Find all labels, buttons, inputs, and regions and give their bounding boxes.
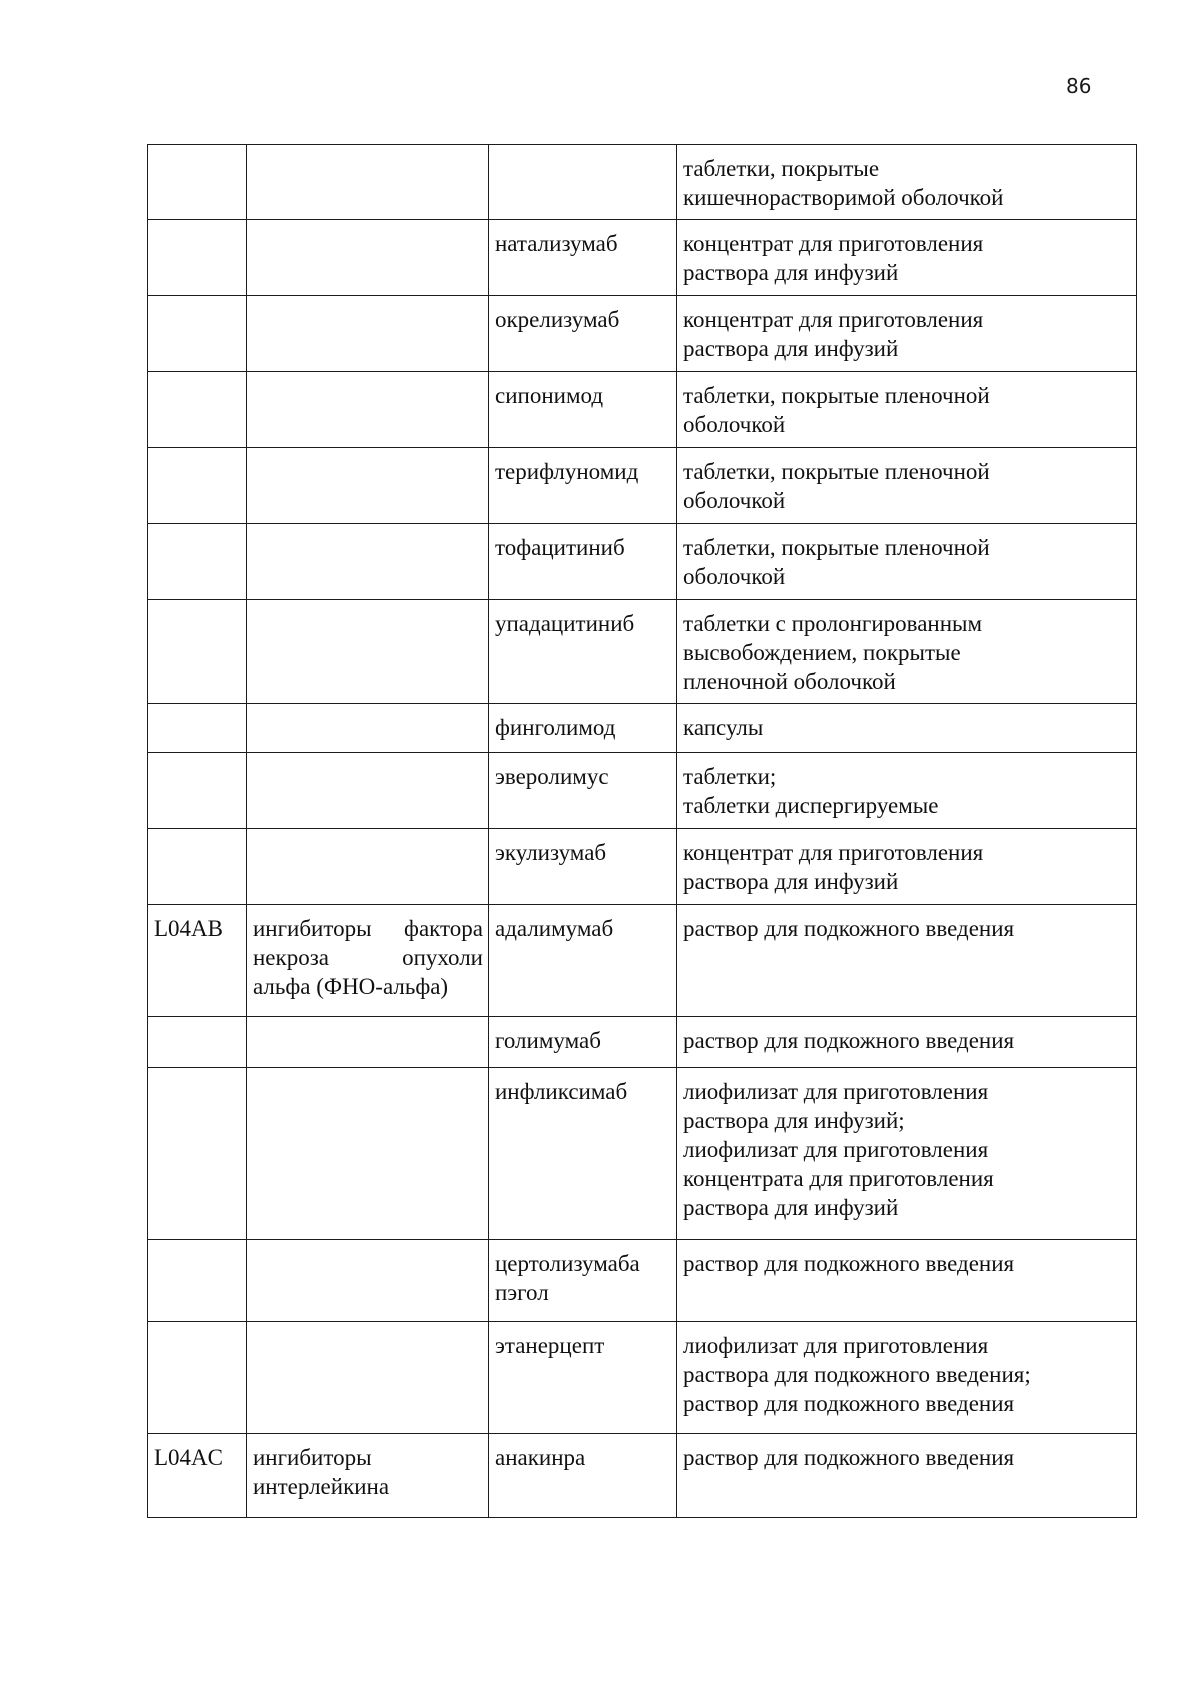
table-row: [148, 1434, 1137, 1518]
group-cell: [247, 600, 489, 704]
table-row: [148, 1068, 1137, 1240]
drug-cell: [489, 829, 677, 905]
drug-cell: [489, 145, 677, 220]
dosage-form-line: таблетки диспергируемые: [683, 793, 939, 818]
atc-code-cell: [148, 829, 247, 905]
dosage-form-line: оболочкой: [683, 412, 786, 437]
table-row: [148, 600, 1137, 704]
drug-name: этанерцепт: [495, 1333, 605, 1358]
table-row: [148, 753, 1137, 829]
dosage-form-cell: [677, 372, 1137, 448]
dosage-form-cell: [677, 905, 1137, 1017]
dosage-form-line: таблетки, покрытые пленочной: [683, 535, 990, 560]
drug-cell: [489, 372, 677, 448]
dosage-form-cell: [677, 600, 1137, 704]
dosage-form-line: лиофилизат для приготовления: [683, 1333, 989, 1358]
dosage-form-line: раствор для подкожного введения: [683, 1028, 1015, 1053]
drug-cell: [489, 1322, 677, 1434]
drug-name: цертолизумаба: [495, 1251, 640, 1276]
group-cell: [247, 1434, 489, 1518]
dosage-form-line: раствора для подкожного введения;: [683, 1362, 1031, 1387]
dosage-form-cell: [677, 829, 1137, 905]
dosage-form-cell: [677, 296, 1137, 372]
dosage-form-cell: [677, 448, 1137, 524]
drug-name: адалимумаб: [495, 916, 614, 941]
atc-code-cell: [148, 372, 247, 448]
drug-name: эверолимус: [495, 764, 609, 789]
dosage-form-line: раствора для инфузий: [683, 260, 899, 285]
group-cell: [247, 704, 489, 753]
dosage-form-line: раствор для подкожного введения: [683, 916, 1015, 941]
group-cell: [247, 296, 489, 372]
group-cell: [247, 145, 489, 220]
dosage-form-cell: [677, 704, 1137, 753]
dosage-form-line: концентрат для приготовления: [683, 840, 984, 865]
dosage-form-line: высвобождением, покрытые: [683, 640, 961, 665]
table-row: [148, 1017, 1137, 1068]
drug-name: финголимод: [495, 715, 616, 740]
atc-code-cell: [148, 753, 247, 829]
drug-cell: [489, 524, 677, 600]
dosage-form-line: таблетки, покрытые пленочной: [683, 383, 990, 408]
dosage-form-line: раствора для инфузий: [683, 336, 899, 361]
group-cell: [247, 524, 489, 600]
dosage-form-cell: [677, 1068, 1137, 1240]
group-cell: [247, 372, 489, 448]
dosage-form-line: раствор для подкожного введения: [683, 1391, 1015, 1416]
atc-code-cell: [148, 704, 247, 753]
dosage-form-line: раствор для подкожного введения: [683, 1445, 1015, 1470]
dosage-form-cell: [677, 145, 1137, 220]
group-name-line: некроза опухоли: [253, 945, 483, 970]
atc-code-cell: [148, 145, 247, 220]
atc-code-cell: [148, 296, 247, 372]
atc-code-cell: [148, 220, 247, 296]
drug-table: [147, 144, 1137, 1518]
group-cell: [247, 1322, 489, 1434]
dosage-form-cell: [677, 220, 1137, 296]
dosage-form-line: раствора для инфузий: [683, 869, 899, 894]
drug-cell: [489, 753, 677, 829]
table-row: [148, 296, 1137, 372]
table-row: [148, 220, 1137, 296]
drug-name: натализумаб: [495, 231, 618, 256]
group-cell: [247, 1240, 489, 1322]
atc-code: L04AB: [154, 916, 223, 941]
dosage-form-line: таблетки с пролонгированным: [683, 611, 983, 636]
table-row: [148, 145, 1137, 220]
drug-name: анакинра: [495, 1445, 586, 1470]
drug-cell: [489, 220, 677, 296]
atc-code-cell: [148, 1434, 247, 1518]
dosage-form-line: лиофилизат для приготовления: [683, 1137, 989, 1162]
drug-name: голимумаб: [495, 1028, 601, 1053]
dosage-form-cell: [677, 524, 1137, 600]
drug-cell: [489, 1017, 677, 1068]
group-cell: [247, 448, 489, 524]
drug-cell: [489, 704, 677, 753]
atc-code-cell: [148, 600, 247, 704]
page-number: 86: [1066, 74, 1092, 98]
table-body: [148, 145, 1137, 1518]
table-row: [148, 905, 1137, 1017]
atc-code: L04AC: [154, 1445, 223, 1470]
table-row: [148, 1240, 1137, 1322]
drug-name: экулизумаб: [495, 840, 607, 865]
atc-code-cell: [148, 1240, 247, 1322]
group-name-line: альфа (ФНО-альфа): [253, 974, 449, 999]
atc-code-cell: [148, 1068, 247, 1240]
group-cell: [247, 905, 489, 1017]
dosage-form-line: концентрат для приготовления: [683, 307, 984, 332]
group-name-line: ингибиторы: [253, 1445, 372, 1470]
dosage-form-line: раствор для подкожного введения: [683, 1251, 1015, 1276]
dosage-form-line: кишечнорастворимой оболочкой: [683, 185, 1004, 210]
dosage-form-cell: [677, 1240, 1137, 1322]
drug-name: упадацитиниб: [495, 611, 635, 636]
drug-name: окрелизумаб: [495, 307, 620, 332]
group-name-line: ингибиторы фактора: [253, 916, 483, 941]
dosage-form-line: таблетки;: [683, 764, 777, 789]
drug-name: пэгол: [495, 1280, 549, 1305]
table-row: [148, 524, 1137, 600]
drug-name: сипонимод: [495, 383, 604, 408]
group-cell: [247, 220, 489, 296]
group-cell: [247, 1017, 489, 1068]
dosage-form-line: раствора для инфузий: [683, 1195, 899, 1220]
dosage-form-line: капсулы: [683, 715, 764, 740]
group-cell: [247, 753, 489, 829]
dosage-form-line: пленочной оболочкой: [683, 669, 896, 694]
group-cell: [247, 829, 489, 905]
dosage-form-line: лиофилизат для приготовления: [683, 1079, 989, 1104]
drug-cell: [489, 1434, 677, 1518]
dosage-form-line: раствора для инфузий;: [683, 1108, 905, 1133]
dosage-form-cell: [677, 1322, 1137, 1434]
table-row: [148, 704, 1137, 753]
dosage-form-line: концентрата для приготовления: [683, 1166, 994, 1191]
dosage-form-line: таблетки, покрытые пленочной: [683, 459, 990, 484]
drug-cell: [489, 600, 677, 704]
atc-code-cell: [148, 905, 247, 1017]
dosage-form-line: оболочкой: [683, 488, 786, 513]
table-row: [148, 829, 1137, 905]
drug-name: терифлуномид: [495, 459, 639, 484]
table-row: [148, 372, 1137, 448]
atc-code-cell: [148, 448, 247, 524]
drug-name: тофацитиниб: [495, 535, 625, 560]
drug-cell: [489, 1068, 677, 1240]
dosage-form-line: оболочкой: [683, 564, 786, 589]
atc-code-cell: [148, 1322, 247, 1434]
group-cell: [247, 1068, 489, 1240]
drug-cell: [489, 448, 677, 524]
atc-code-cell: [148, 1017, 247, 1068]
table-row: [148, 448, 1137, 524]
drug-name: инфликсимаб: [495, 1079, 628, 1104]
atc-code-cell: [148, 524, 247, 600]
drug-cell: [489, 905, 677, 1017]
drug-cell: [489, 1240, 677, 1322]
dosage-form-cell: [677, 753, 1137, 829]
dosage-form-cell: [677, 1434, 1137, 1518]
dosage-form-line: концентрат для приготовления: [683, 231, 984, 256]
dosage-form-cell: [677, 1017, 1137, 1068]
group-name-line: интерлейкина: [253, 1474, 390, 1499]
table-row: [148, 1322, 1137, 1434]
dosage-form-line: таблетки, покрытые: [683, 156, 880, 181]
drug-cell: [489, 296, 677, 372]
